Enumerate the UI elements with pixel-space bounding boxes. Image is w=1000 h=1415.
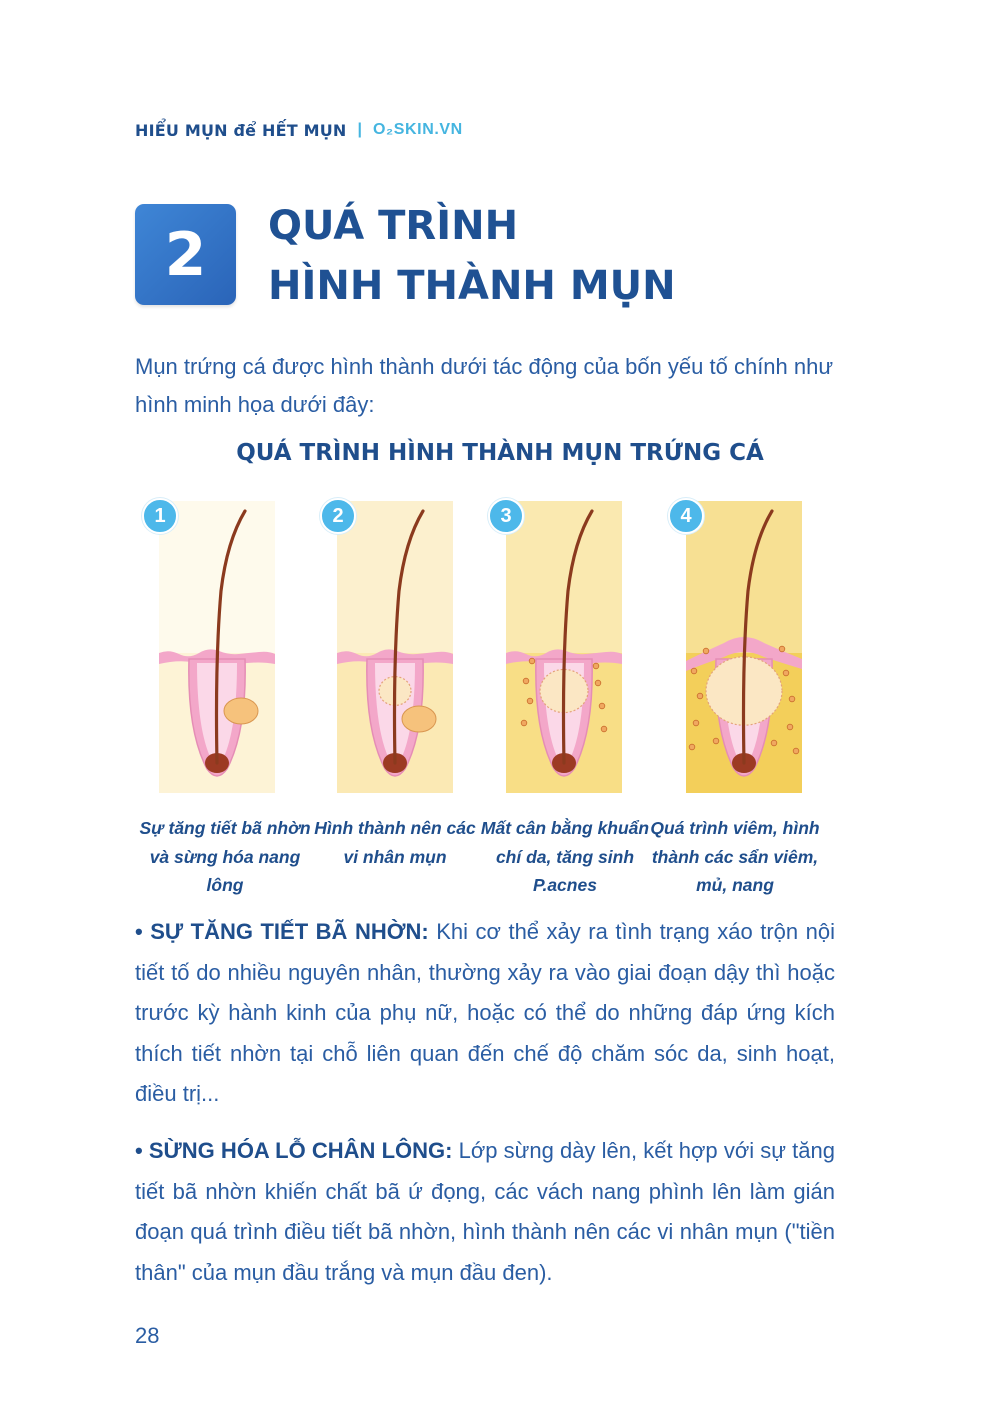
- figure-title: QUÁ TRÌNH HÌNH THÀNH MỤN TRỨNG CÁ: [236, 440, 764, 466]
- book-brand: HIỂU MỤN để HẾT MỤN: [135, 120, 347, 140]
- website-label: O₂SKIN.VN: [372, 121, 463, 138]
- stage-2: [305, 498, 485, 898]
- chapter-title: [268, 196, 676, 316]
- paragraph-keratinization: [135, 1131, 835, 1293]
- stage-number-badge: 4: [668, 498, 704, 534]
- paragraph-sebum: [135, 912, 835, 1115]
- hair-follicle-illustration: [506, 501, 622, 793]
- paragraph-keratinization-lead: • SỪNG HÓA LỖ CHÂN LÔNG:: [135, 1138, 453, 1163]
- stage-caption: Hình thành nên các vi nhân mụn: [314, 818, 476, 867]
- chapter-number-badge: [135, 204, 236, 305]
- stage-1: [135, 498, 315, 898]
- page-number: 28: [135, 1323, 160, 1348]
- hair-follicle-illustration: [337, 501, 453, 793]
- stage-number-badge: 1: [142, 498, 178, 534]
- chapter-number: 2: [164, 219, 207, 290]
- intro-paragraph: Mụn trứng cá được hình thành dưới tác động của bốn yếu tố chính như hình minh họa dưới đây:: [135, 354, 834, 417]
- stage-4: [645, 498, 825, 898]
- stage-3: [475, 498, 655, 898]
- header-separator: |: [357, 121, 362, 138]
- hair-follicle-illustration: [686, 501, 802, 793]
- stage-caption: Quá trình viêm, hình thành các sẩn viêm, mủ, nang: [650, 818, 820, 895]
- chapter-title-line-2: HÌNH THÀNH MỤN: [268, 263, 676, 309]
- stage-caption: Mất cân bằng khuẩn chí da, tăng sinh P.acnes: [480, 818, 650, 895]
- stage-caption: Sự tăng tiết bã nhờn và sừng hóa nang lông: [139, 818, 311, 895]
- paragraph-sebum-lead: • SỰ TĂNG TIẾT BÃ NHỜN:: [135, 919, 429, 944]
- chapter-title-line-1: QUÁ TRÌNH: [268, 203, 519, 249]
- stage-number-badge: 2: [320, 498, 356, 534]
- paragraph-sebum-text: Khi cơ thể xảy ra tình trạng xáo trộn nội tiết tố do nhiều nguyên nhân, thường xảy ra vào giai đoạn dậy thì hoặc trước kỳ hành kinh của phụ nữ, hoặc có thể do những đáp ứng kích thích tiết nhờn tại chỗ liên quan đến chế độ chăm sóc da, sinh hoạt, điều trị...: [135, 919, 835, 1106]
- stage-number-badge: 3: [488, 498, 524, 534]
- running-header: [135, 118, 463, 142]
- paragraph-keratinization-text: Lớp sừng dày lên, kết hợp với sự tăng tiết bã nhờn khiến chất bã ứ đọng, các vách nang phình lên làm gián đoạn quá trình điều tiết bã nhờn, hình thành nên các vi nhân mụn ("tiền thân" của mụn đầu trắng và mụn đầu đen).: [135, 1138, 835, 1285]
- hair-follicle-illustration: [159, 501, 275, 793]
